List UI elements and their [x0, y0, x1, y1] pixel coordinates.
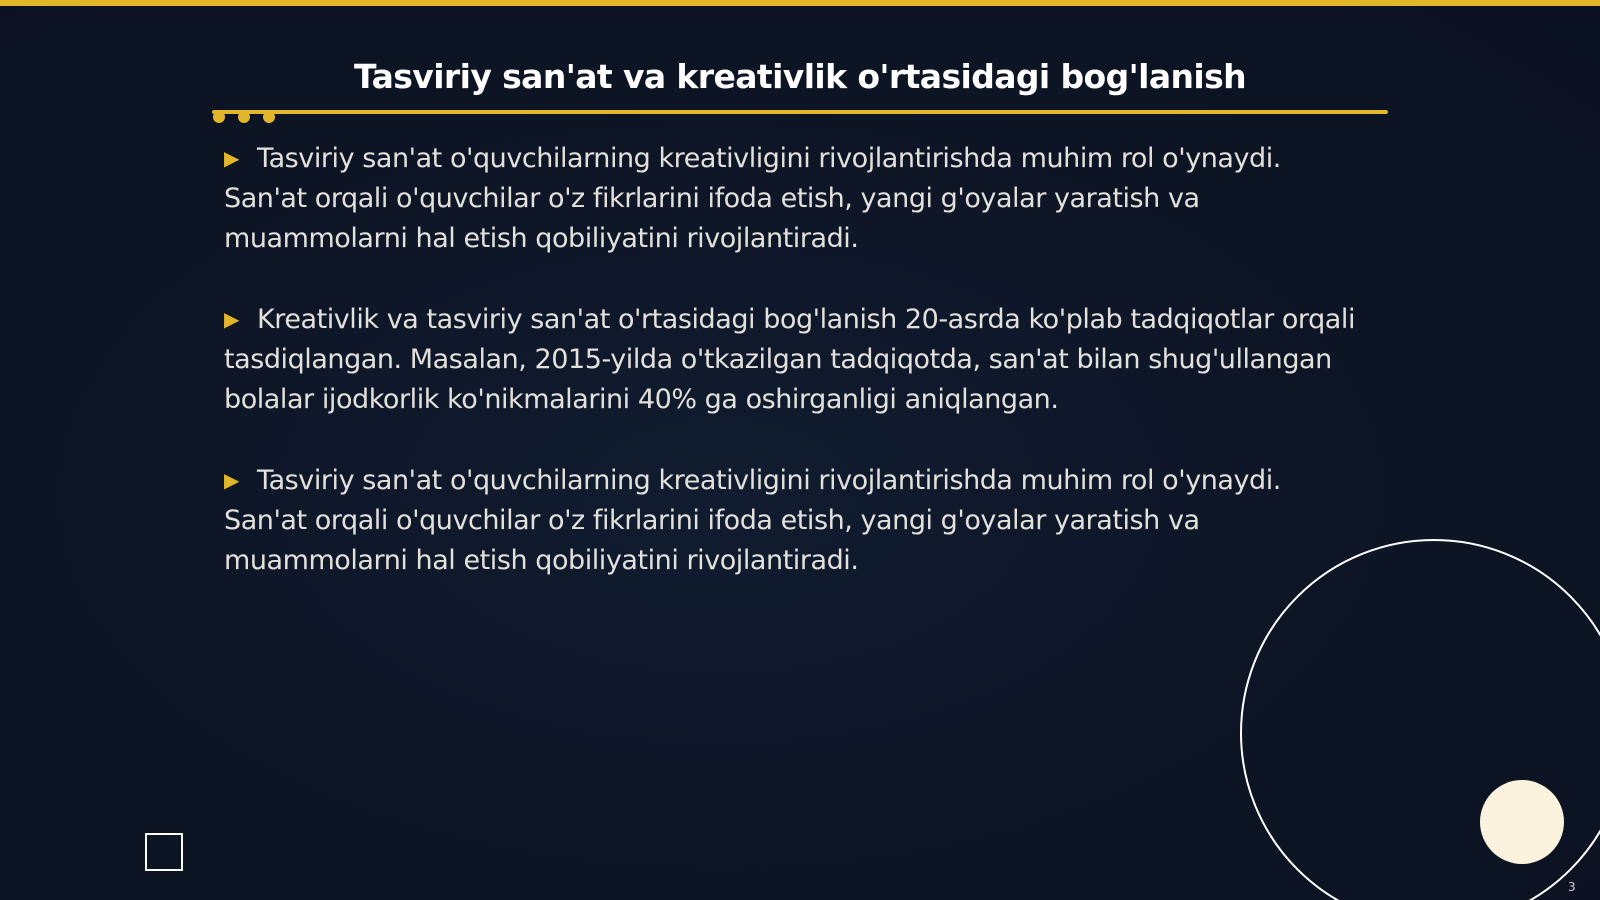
bullet-arrow-icon: ▶ [224, 146, 239, 170]
bullet-item [224, 460, 1364, 581]
bullet-item [224, 138, 1364, 259]
decorative-circle-filled [1480, 780, 1564, 864]
decorative-dot-icon [213, 111, 225, 123]
decorative-dot-icon [263, 111, 275, 123]
slide-title: Tasviriy san'at va kreativlik o'rtasidagi bog'lanish [353, 57, 1247, 96]
bullet-text: Kreativlik va tasviriy san'at o'rtasidagi bog'lanish 20-asrda ko'plab tadqiqotlar orqali tasdiqlangan. Masalan, 2015-yilda o'tkazilgan tadqiqotda, san'at bilan shug'ullangan bolalar ijodkorlik ko'nikmalarini 40% ga oshirganligi aniqlangan. [224, 304, 1355, 415]
title-underline [212, 110, 1388, 114]
bullet-text: Tasviriy san'at o'quvchilarning kreativligini rivojlantirishda muhim rol o'ynaydi. San'at orqali o'quvchilar o'z fikrlarini ifoda etish, yangi g'oyalar yaratish va muammolarni hal etish qobiliyatini rivojlantiradi. [224, 143, 1281, 254]
bullet-text: Tasviriy san'at o'quvchilarning kreativligini rivojlantirishda muhim rol o'ynaydi. San'at orqali o'quvchilar o'z fikrlarini ifoda etish, yangi g'oyalar yaratish va muammolarni hal etish qobiliyatini rivojlantiradi. [224, 465, 1281, 576]
bullet-item [224, 299, 1364, 420]
decorative-dot-icon [238, 111, 250, 123]
bullet-arrow-icon: ▶ [224, 307, 239, 331]
bullet-list [224, 138, 1364, 621]
bullet-arrow-icon: ▶ [224, 468, 239, 492]
page-number: 3 [1568, 880, 1576, 894]
top-accent-bar [0, 0, 1600, 6]
decorative-square-outline [145, 833, 183, 871]
